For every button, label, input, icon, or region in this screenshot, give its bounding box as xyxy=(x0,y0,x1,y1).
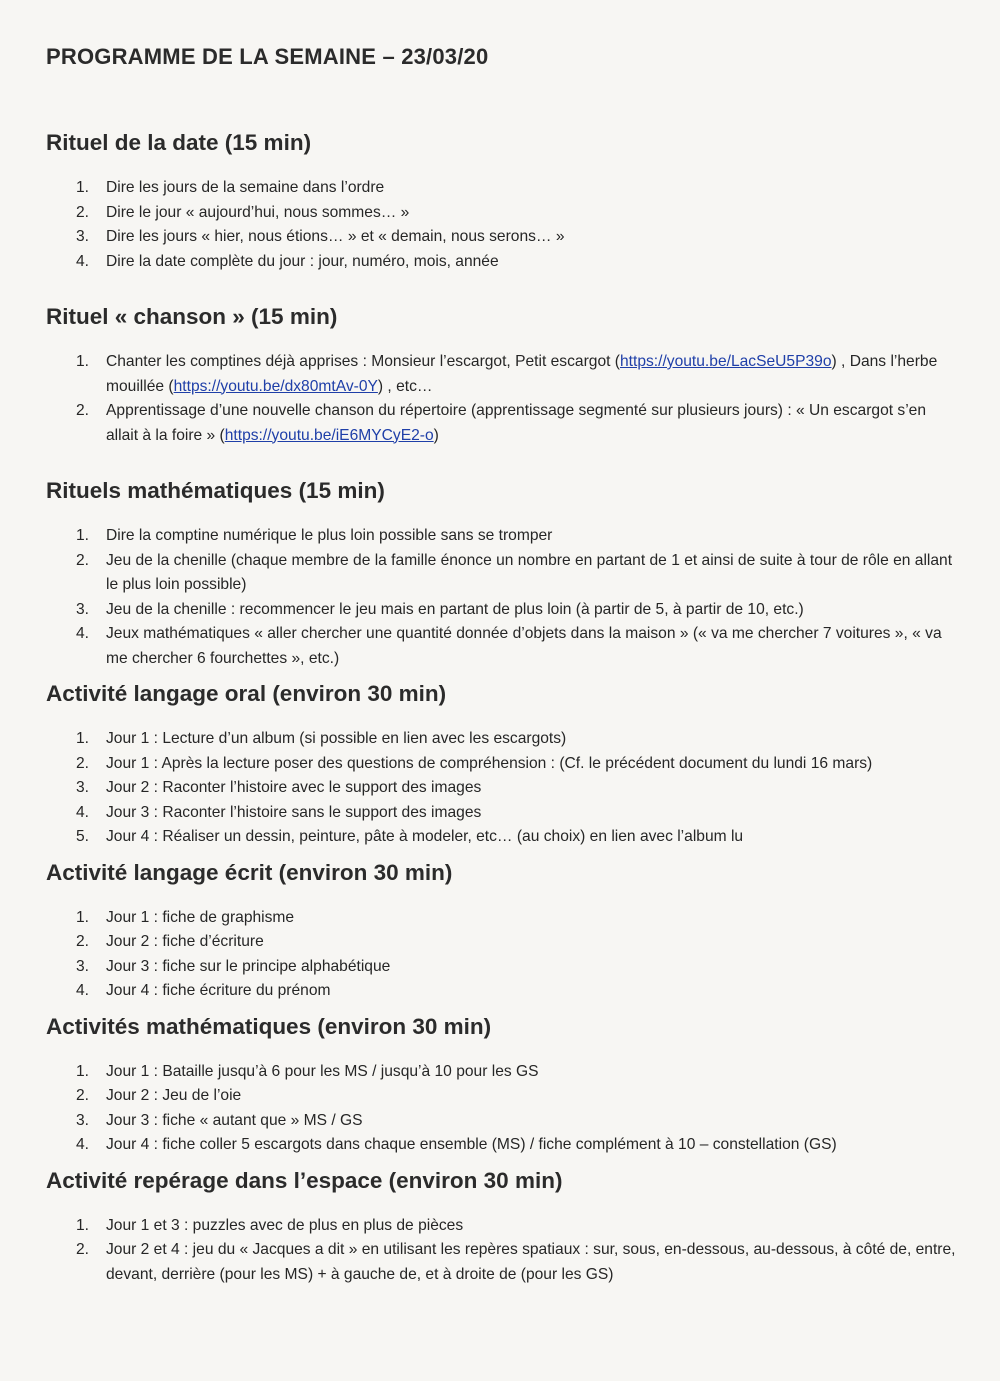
list-item-number: 1. xyxy=(76,908,90,926)
list-item-number: 3. xyxy=(76,957,90,975)
section-7 xyxy=(46,1168,956,1288)
list-item-text: Jour 4 : fiche écriture du prénom xyxy=(106,982,331,999)
list-item-text: Jour 2 et 4 : jeu du « Jacques a dit » en utilisant les repères spatiaux : sur, sous, en-dessous, au-dessous, à côté de, entre, devant, derrière (pour les MS) + à gauche de, et à droite de (pour les GS) xyxy=(106,1241,956,1283)
list-item xyxy=(46,549,956,598)
list-item xyxy=(46,1084,956,1109)
list-item-text: Jour 2 : Jeu de l’oie xyxy=(106,1087,242,1104)
document-title: PROGRAMME DE LA SEMAINE – 23/03/20 xyxy=(46,44,489,69)
section-heading: Activités mathématiques (environ 30 min) xyxy=(46,1013,492,1039)
list-item-number: 3. xyxy=(76,1111,90,1129)
list-item-number: 3. xyxy=(76,779,90,796)
list-item xyxy=(46,1060,956,1085)
list-item-text: Dire les jours de la semaine dans l’ordre xyxy=(106,179,385,196)
list-item xyxy=(46,201,956,226)
list-item xyxy=(46,176,956,201)
list-item-text: ) , etc… xyxy=(377,377,433,395)
section-1 xyxy=(46,130,956,304)
list-item-text: Dire la date complète du jour : jour, numéro, mois, année xyxy=(106,252,499,270)
section-spacer xyxy=(46,850,956,860)
list-item xyxy=(46,955,956,980)
list-item-number: 2. xyxy=(76,754,90,772)
list-item-number: 2. xyxy=(76,1241,90,1258)
section-2 xyxy=(46,304,956,478)
section-heading: Rituels mathématiques (15 min) xyxy=(46,478,385,503)
list-item-text: Jour 4 : fiche coller 5 escargots dans chaque ensemble (MS) / fiche complément à 10 – constellation (GS) xyxy=(106,1136,837,1153)
numbered-list xyxy=(46,524,956,671)
sections-container xyxy=(46,130,956,1287)
list-item xyxy=(46,825,956,850)
list-item-number: 4. xyxy=(76,625,90,642)
list-item-text: Dire les jours « hier, nous étions… » et « demain, nous serons… » xyxy=(106,228,565,245)
youtube-link[interactable]: https://youtu.be/iE6MYCyE2-o xyxy=(224,426,434,444)
list-item-number: 3. xyxy=(76,228,90,245)
list-item-text: Jeux mathématiques « aller chercher une quantité donnée d’objets dans la maison » (« va me chercher 7 voitures », « va me chercher 6 fourchettes », etc.) xyxy=(106,625,942,667)
numbered-list xyxy=(46,1214,956,1288)
numbered-list xyxy=(46,1060,956,1158)
section-3 xyxy=(46,478,956,681)
list-item-number: 1. xyxy=(76,1062,90,1080)
list-item xyxy=(46,801,956,826)
list-item xyxy=(46,225,956,250)
list-item-number: 4. xyxy=(76,982,90,999)
list-item-number: 2. xyxy=(76,1087,90,1104)
list-item-number: 2. xyxy=(76,933,90,950)
list-item-number: 2. xyxy=(76,203,90,221)
numbered-list xyxy=(46,176,956,274)
list-item-text: Jour 2 : Raconter l’histoire avec le support des images xyxy=(106,779,482,796)
section-spacer xyxy=(46,448,956,478)
section-heading: Activité repérage dans l’espace (environ 30 min) xyxy=(46,1167,563,1193)
section-heading: Activité langage écrit (environ 30 min) xyxy=(46,859,453,885)
list-item-text: Dire le jour « aujourd’hui, nous sommes… » xyxy=(106,203,410,221)
list-item-text: Jour 3 : fiche sur le principe alphabétique xyxy=(106,957,391,975)
list-item xyxy=(46,350,956,399)
list-item-number: 3. xyxy=(76,600,90,618)
list-item-number: 4. xyxy=(76,252,90,270)
list-item-text: Jour 1 : Bataille jusqu’à 6 pour les MS / jusqu’à 10 pour les GS xyxy=(106,1062,539,1080)
section-heading: Rituel de la date (15 min) xyxy=(46,130,312,155)
list-item-number: 4. xyxy=(76,803,90,821)
list-item xyxy=(46,1238,956,1287)
list-item-text: Chanter les comptines déjà apprises : Monsieur l’escargot, Petit escargot ( xyxy=(106,353,620,370)
list-item xyxy=(46,622,956,671)
list-item-text: ) xyxy=(433,426,439,444)
section-5 xyxy=(46,860,956,1014)
section-heading: Rituel « chanson » (15 min) xyxy=(46,304,338,329)
numbered-list xyxy=(46,906,956,1004)
list-item-text: Jour 4 : Réaliser un dessin, peinture, pâte à modeler, etc… (au choix) en lien avec l’album lu xyxy=(106,828,744,845)
list-item-text: Jour 2 : fiche d’écriture xyxy=(106,933,264,950)
section-6 xyxy=(46,1014,956,1168)
list-item-text: Jour 1 : Lecture d’un album (si possible en lien avec les escargots) xyxy=(106,730,567,747)
section-heading: Activité langage oral (environ 30 min) xyxy=(46,681,447,706)
list-item xyxy=(46,399,956,448)
list-item-text: Dire la comptine numérique le plus loin possible sans se tromper xyxy=(106,527,553,544)
list-item xyxy=(46,1214,956,1239)
list-item xyxy=(46,906,956,931)
youtube-link[interactable]: https://youtu.be/dx80mtAv-0Y xyxy=(173,377,378,395)
list-item-text: Jeu de la chenille : recommencer le jeu mais en partant de plus loin (à partir de 5, à partir de 10, etc.) xyxy=(106,600,804,618)
list-item-text: Jeu de la chenille (chaque membre de la famille énonce un nombre en partant de 1 et ainsi de suite à tour de rôle en allant le plus loin possible) xyxy=(106,551,953,593)
list-item-text: Jour 1 et 3 : puzzles avec de plus en plus de pièces xyxy=(106,1216,464,1234)
youtube-link[interactable]: https://youtu.be/LacSeU5P39o xyxy=(619,353,832,370)
list-item xyxy=(46,1109,956,1134)
list-item xyxy=(46,524,956,549)
section-4 xyxy=(46,681,956,860)
list-item xyxy=(46,979,956,1004)
list-item-number: 1. xyxy=(76,353,90,370)
numbered-list xyxy=(46,727,956,850)
numbered-list xyxy=(46,350,956,448)
list-item-text: Jour 1 : Après la lecture poser des questions de compréhension : (Cf. le précédent document du lundi 16 mars) xyxy=(106,754,873,772)
list-item-text: Jour 1 : fiche de graphisme xyxy=(106,908,295,926)
list-item xyxy=(46,752,956,777)
list-item-text: Apprentissage d’une nouvelle chanson du répertoire (apprentissage segmenté sur plusieurs jours) : « Un escargot s’en allait à la foire » ( xyxy=(106,402,927,444)
list-item-number: 1. xyxy=(76,730,90,747)
list-item-text: Jour 3 : Raconter l’histoire sans le support des images xyxy=(106,803,482,821)
list-item xyxy=(46,250,956,275)
list-item-number: 2. xyxy=(76,551,90,569)
list-item-text: Jour 3 : fiche « autant que » MS / GS xyxy=(106,1111,363,1129)
list-item-number: 1. xyxy=(76,179,90,196)
list-item xyxy=(46,727,956,752)
list-item-number: 1. xyxy=(76,527,90,544)
list-item xyxy=(46,776,956,801)
section-spacer xyxy=(46,1158,956,1168)
document-page xyxy=(46,44,956,1287)
list-item-number: 5. xyxy=(76,828,90,845)
list-item xyxy=(46,1133,956,1158)
section-spacer xyxy=(46,671,956,681)
list-item-text: ) , Dans l’herbe mouillée ( xyxy=(106,353,938,395)
section-spacer xyxy=(46,274,956,304)
list-item-number: 1. xyxy=(76,1216,90,1234)
list-item xyxy=(46,598,956,623)
list-item-number: 2. xyxy=(76,402,90,419)
list-item-number: 4. xyxy=(76,1136,90,1153)
section-spacer xyxy=(46,1004,956,1014)
list-item xyxy=(46,930,956,955)
